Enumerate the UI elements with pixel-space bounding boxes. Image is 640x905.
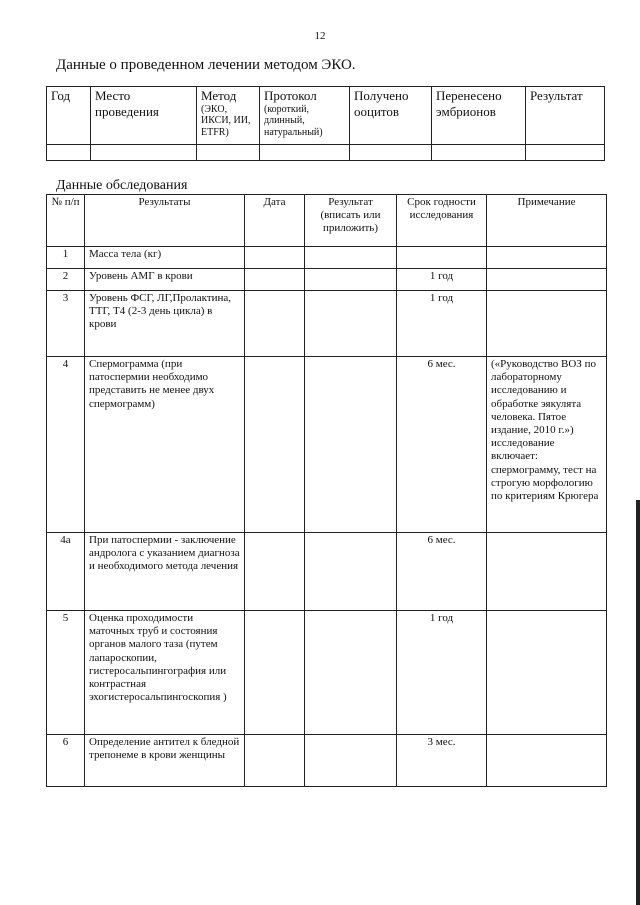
row-date[interactable] xyxy=(245,611,305,735)
row-date[interactable] xyxy=(245,291,305,357)
row-note xyxy=(487,291,607,357)
row-validity: 1 год xyxy=(397,611,487,735)
header-result: Результат (вписать или приложить) xyxy=(305,195,397,247)
row-note xyxy=(487,269,607,291)
table-row xyxy=(47,357,607,533)
row-validity xyxy=(397,247,487,269)
row-name: Определение антител к бледной трепонеме в крови женщины xyxy=(85,735,245,787)
row-validity: 1 год xyxy=(397,269,487,291)
row-name: Масса тела (кг) xyxy=(85,247,245,269)
header-method-sub: (ЭКО, ИКСИ, ИИ, ETFR) xyxy=(201,103,251,138)
header-protocol xyxy=(260,87,350,145)
row-name: Спермограмма (при патоспермии необходимо представить не менее двух спермограмм) xyxy=(85,357,245,533)
header-date: Дата xyxy=(245,195,305,247)
row-result[interactable] xyxy=(305,291,397,357)
cell[interactable] xyxy=(91,145,197,161)
row-name: Уровень АМГ в крови xyxy=(85,269,245,291)
eco-section-title: Данные о проведенном лечении методом ЭКО. xyxy=(56,57,356,73)
row-note xyxy=(487,735,607,787)
row-num: 6 xyxy=(47,735,85,787)
header-results: Результаты xyxy=(85,195,245,247)
eco-treatment-table xyxy=(46,86,605,161)
header-protocol-sub: (короткий, длинный, натуральный) xyxy=(264,103,323,138)
row-num: 4а xyxy=(47,533,85,611)
row-result[interactable] xyxy=(305,269,397,291)
row-name: При патоспермии - заключение андролога с указанием диагноза и необходимого метода лечения xyxy=(85,533,245,611)
row-validity: 3 мес. xyxy=(397,735,487,787)
header-place: Место проведения xyxy=(91,87,197,145)
row-date[interactable] xyxy=(245,533,305,611)
row-result[interactable] xyxy=(305,533,397,611)
cell[interactable] xyxy=(197,145,260,161)
header-note: Примечание xyxy=(487,195,607,247)
page-number: 12 xyxy=(314,30,326,42)
table-row xyxy=(47,611,607,735)
row-result[interactable] xyxy=(305,247,397,269)
header-validity: Срок годности исследования xyxy=(397,195,487,247)
table-row xyxy=(47,533,607,611)
header-year: Год xyxy=(47,87,91,145)
cell[interactable] xyxy=(350,145,432,161)
row-date[interactable] xyxy=(245,735,305,787)
row-validity: 1 год xyxy=(397,291,487,357)
row-result[interactable] xyxy=(305,611,397,735)
row-validity: 6 мес. xyxy=(397,357,487,533)
row-result[interactable] xyxy=(305,735,397,787)
cell[interactable] xyxy=(526,145,605,161)
row-note xyxy=(487,533,607,611)
row-result[interactable] xyxy=(305,357,397,533)
row-num: 1 xyxy=(47,247,85,269)
table-row xyxy=(47,247,607,269)
eco-table-empty-row xyxy=(47,145,605,161)
row-note xyxy=(487,611,607,735)
cell[interactable] xyxy=(432,145,526,161)
header-protocol-label: Протокол xyxy=(264,88,317,103)
row-note: («Руководство ВОЗ по лабораторному исследованию и обработке эякулята человека. Пятое издание, 2010 г.») исследование включает: спермограмму, тест на строгую морфологию по критериям Крюгера xyxy=(487,357,607,533)
header-method xyxy=(197,87,260,145)
row-num: 2 xyxy=(47,269,85,291)
header-oocytes: Получено ооцитов xyxy=(350,87,432,145)
eco-table-header-row xyxy=(47,87,605,145)
header-method-label: Метод xyxy=(201,88,237,103)
header-embryos: Перенесено эмбрионов xyxy=(432,87,526,145)
row-name: Оценка проходимости маточных труб и состояния органов малого таза (путем лапароскопии, гистеросальпингография или контрастная эхогистеросальпингоскопия ) xyxy=(85,611,245,735)
scan-edge-shadow xyxy=(636,500,640,905)
row-date[interactable] xyxy=(245,357,305,533)
header-result: Результат xyxy=(526,87,605,145)
table-row xyxy=(47,291,607,357)
cell[interactable] xyxy=(47,145,91,161)
table-row xyxy=(47,269,607,291)
exam-data-table xyxy=(46,194,607,787)
row-validity: 6 мес. xyxy=(397,533,487,611)
row-date[interactable] xyxy=(245,247,305,269)
row-num: 5 xyxy=(47,611,85,735)
cell[interactable] xyxy=(260,145,350,161)
row-num: 4 xyxy=(47,357,85,533)
row-note xyxy=(487,247,607,269)
row-date[interactable] xyxy=(245,269,305,291)
row-num: 3 xyxy=(47,291,85,357)
row-name: Уровень ФСГ, ЛГ,Пролактина, ТТГ, Т4 (2-3 день цикла) в крови xyxy=(85,291,245,357)
table-row xyxy=(47,735,607,787)
exam-table-header-row xyxy=(47,195,607,247)
header-num: № п/п xyxy=(47,195,85,247)
exam-section-title: Данные обследования xyxy=(56,178,188,193)
